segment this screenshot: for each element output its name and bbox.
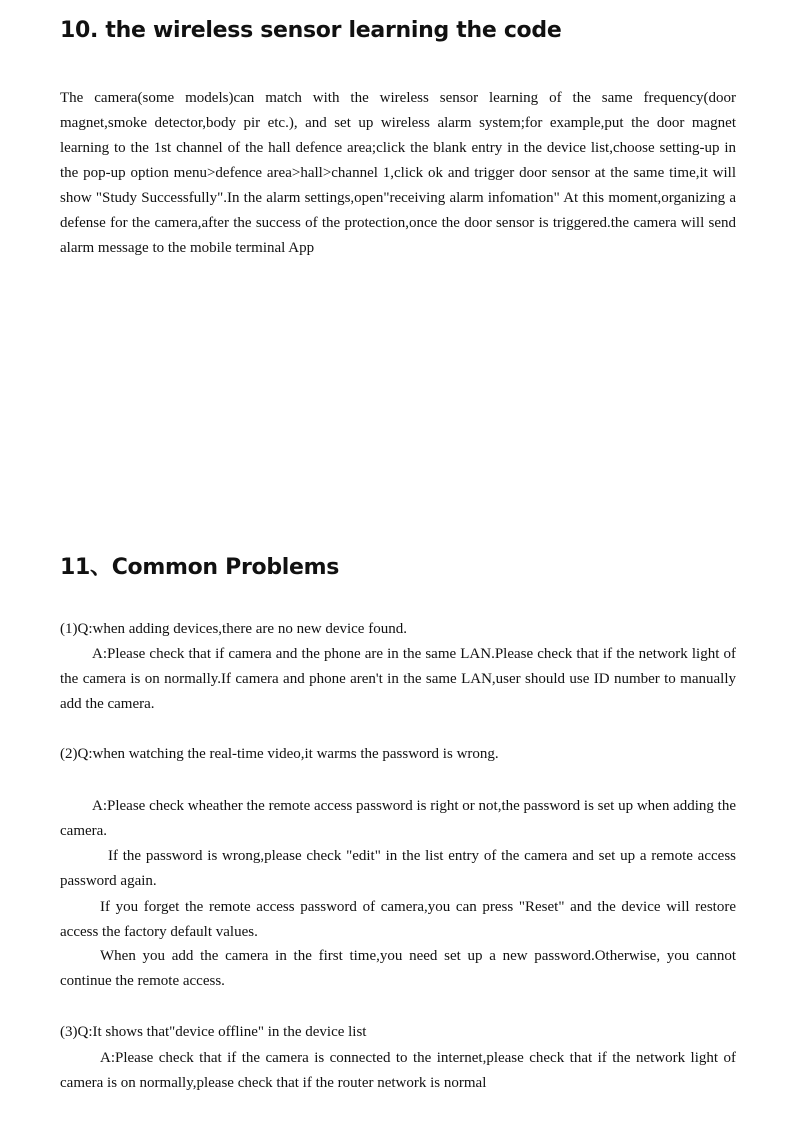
faq-question-1: (1)Q:when adding devices,there are no new device found. — [60, 621, 407, 637]
faq-answer-2-part-3: If you forget the remote access password of camera,you can press "Reset" and the device will restore access the factory default values. — [60, 899, 736, 940]
faq-answer-2-part-4: When you add the camera in the first time,you need set up a new password.Otherwise, you cannot continue the remote access. — [60, 948, 736, 989]
faq-answer-1: A:Please check that if camera and the phone are in the same LAN.Please check that if the network light of the camera is on normally.If camera and phone aren't in the same LAN,user should use ID number to manually add the camera. — [60, 646, 736, 712]
faq-answer-3: A:Please check that if the camera is connected to the internet,please check that if the network light of camera is on normally,please check that if the router network is normal — [60, 1050, 736, 1091]
faq-answer-2-part-1: A:Please check wheather the remote access password is right or not,the password is set up when adding the camera. — [60, 798, 736, 839]
section-10-heading: 10. the wireless sensor learning the code — [60, 18, 562, 43]
faq-question-2: (2)Q:when watching the real-time video,it warms the password is wrong. — [60, 746, 499, 762]
faq-question-3: (3)Q:It shows that"device offline" in the device list — [60, 1024, 367, 1040]
faq-answer-2-part-2: If the password is wrong,please check "edit" in the list entry of the camera and set up a remote access password again. — [60, 848, 736, 889]
section-10-body: The camera(some models)can match with the wireless sensor learning of the same frequency(door magnet,smoke detector,body pir etc.), and set up wireless alarm system;for example,put the door magnet learning to the 1st channel of the hall defence area;click the blank entry in the device list,choose setting-up in the pop-up option menu>defence area>hall>channel 1,click ok and trigger door sensor at the same time,it will show "Study Successfully".In the alarm settings,open"receiving alarm infomation" At this moment,organizing a defense for the camera,after the success of the protection,once the door sensor is triggered.the camera will send alarm message to the mobile terminal App — [60, 90, 736, 256]
section-11-heading: 11、Common Problems — [60, 555, 340, 580]
